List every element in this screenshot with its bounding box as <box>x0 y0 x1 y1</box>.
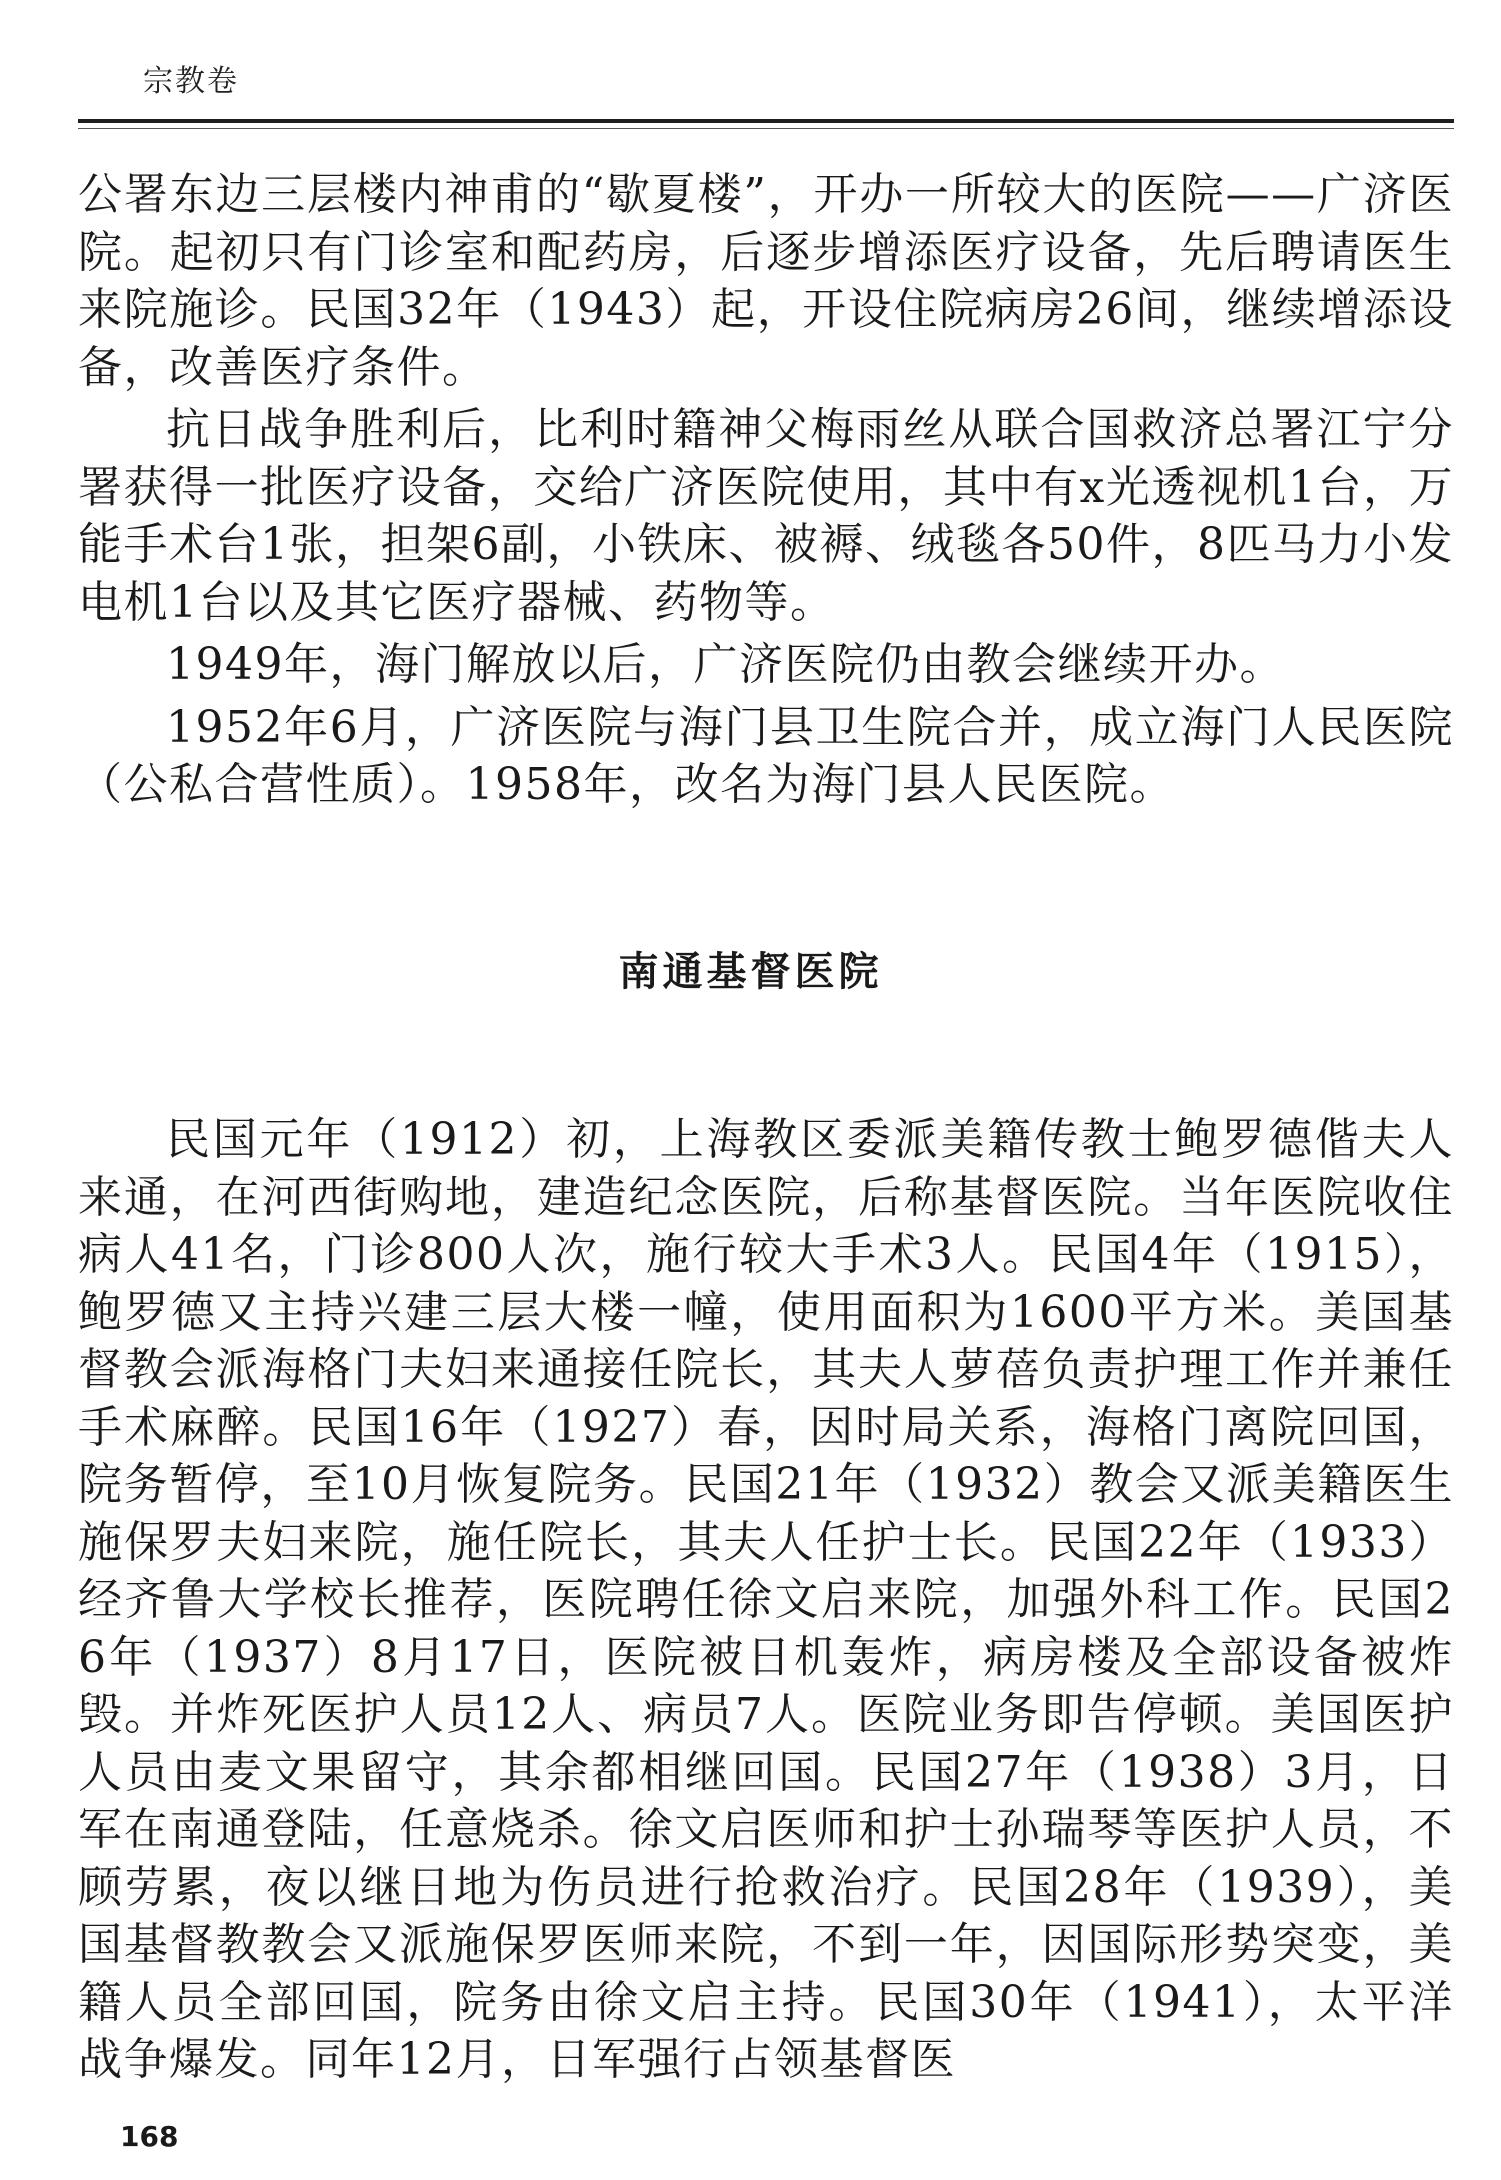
page-number: 168 <box>120 2120 179 2153</box>
section-1-body <box>78 166 1454 814</box>
running-header: 宗教卷 <box>143 64 239 99</box>
paragraph: 1952年6月，广济医院与海门县卫生院合并，成立海门人民医院（公私合营性质）。1958年，改名为海门县人民医院。 <box>78 701 1454 810</box>
header-rule <box>78 119 1454 123</box>
section-2-body <box>78 1111 1454 2089</box>
section-title: 南通基督医院 <box>618 948 883 995</box>
paragraph: 公署东边三层楼内神甫的“歇夏楼”，开办一所较大的医院——广济医院。起初只有门诊室和配药房，后逐步增添医疗设备，先后聘请医生来院施诊。民国32年（1943）起，开设住院病房26间，继续增添设备，改善医疗条件。 <box>78 169 1454 393</box>
paragraph: 抗日战争胜利后，比利时籍神父梅雨丝从联合国救济总署江宁分署获得一批医疗设备，交给广济医院使用，其中有x光透视机1台，万能手术台1张，担架6副，小铁床、被褥、绒毯各50件，8匹马力小发电机1台以及其它医疗器械、药物等。 <box>78 404 1454 628</box>
header-rule-thin <box>78 128 1454 129</box>
paragraph: 1949年，海门解放以后，广济医院仍由教会继续开办。 <box>166 639 1285 690</box>
paragraph: 民国元年（1912）初，上海教区委派美籍传教士鲍罗德偕夫人来通，在河西街购地，建造纪念医院，后称基督医院。当年医院收住病人41名，门诊800人次，施行较大手术3人。民国4年（1915），鲍罗德又主持兴建三层大楼一幢，使用面积为1600平方米。美国基督教会派海格门夫妇来通接任院长，其夫人萝蓓负责护理工作并兼任手术麻醉。民国16年（1927）春，因时局关系，海格门离院回国，院务暂停，至10月恢复院务。民国21年（1932）教会又派美籍医生施保罗夫妇来院，施任院长，其夫人任护士长。民国22年（1933）经齐鲁大学校长推荐，医院聘任徐文启来院，加强外科工作。民国26年（1937）8月17日，医院被日机轰炸，病房楼及全部设备被炸毁。并炸死医护人员12人、病员7人。医院业务即告停顿。美国医护人员由麦文果留守，其余都相继回国。民国27年（1938）3月，日军在南通登陆，任意烧杀。徐文启医师和护士孙瑞琴等医护人员，不顾劳累，夜以继日地为伤员进行抢救治疗。民国28年（1939），美国基督教教会又派施保罗医师来院，不到一年，因国际形势突变，美籍人员全部回国，院务由徐文启主持。民国30年（1941），太平洋战争爆发。同年12月，日军强行占领基督医 <box>78 1114 1454 2085</box>
